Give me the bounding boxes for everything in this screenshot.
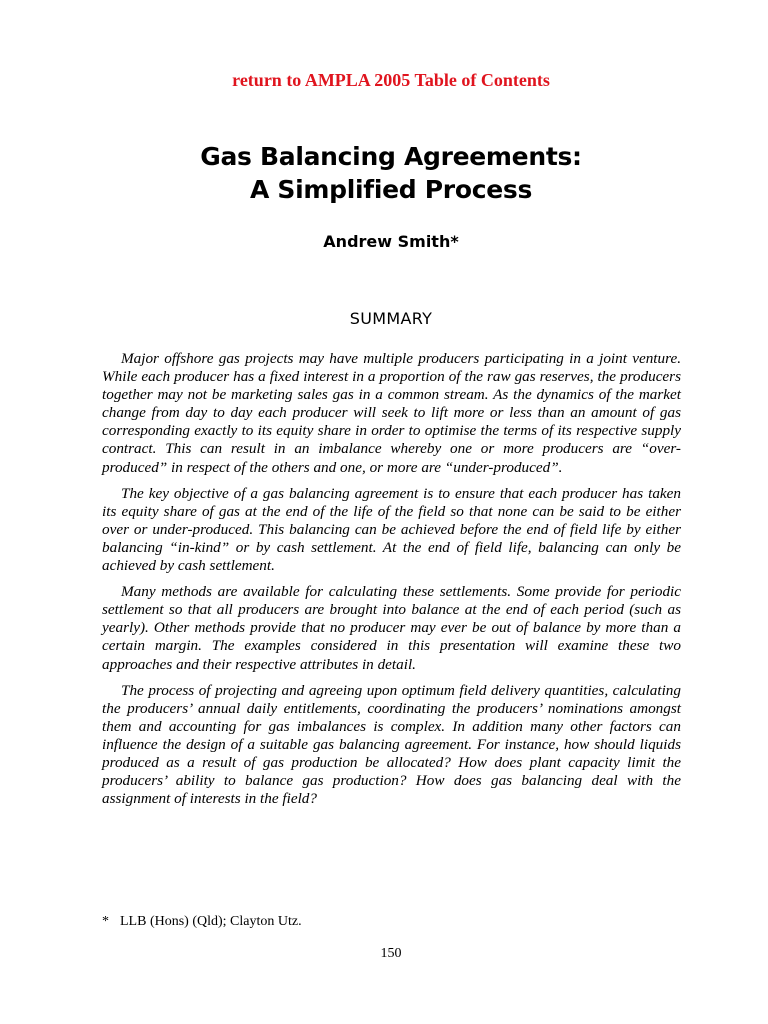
title-line-2: A Simplified Process [249,175,533,204]
paragraph: The process of projecting and agreeing upon optimum field delivery quantities, calculating the producers’ annual daily entitlements, coordinating the producers’ nominations amongst them and accounting for gas imbalances is complex. In addition many other factors can influence the design of a suitable gas balancing agreement. For instance, how should liquids produced as a result of gas production be allocated? How does plant capacity limit the producers’ ability to balance gas production? How does gas balancing deal with the assignment of interests in the field? [102,681,681,808]
footnote [102,914,681,930]
footnote-text: LLB (Hons) (Qld); Clayton Utz. [120,914,302,929]
author-name: Andrew Smith* [323,232,459,251]
paragraph: The key objective of a gas balancing agreement is to ensure that each producer has taken its equity share of gas at the end of the life of the field so that none can be said to be either over or under-produced. This balancing can be achieved before the end of field life by either balancing “in-kind” or by cash settlement. At the end of field life, balancing can only be achieved by cash settlement. [102,484,681,575]
toc-link[interactable]: return to AMPLA 2005 Table of Contents [232,70,550,90]
paragraph: Many methods are available for calculating these settlements. Some provide for periodic settlement so that all producers are brought into balance at the end of each period (such as yearly). Other methods provide that no producer may ever be out of balance by more than a certain margin. The examples considered in this presentation will examine these two approaches and their respective attributes in detail. [102,583,681,673]
paragraph: Major offshore gas projects may have multiple producers participating in a joint venture. While each producer has a fixed interest in a proportion of the raw gas reserves, the producers together may not be marketing sales gas in a common stream. As the dynamics of the market change from day to day each producer will seek to lift more or less than an amount of gas corresponding exactly to its equity share in order to optimise the terms of its respective supply contract. This can result in an imbalance whereby one or more producers are “over-produced” in respect of the others and one, or more are “under-produced”. [102,350,681,476]
summary-heading: SUMMARY [349,309,433,328]
title-line-1: Gas Balancing Agreements: [200,142,582,171]
summary-body [102,350,681,816]
footnote-mark: * [102,914,109,929]
page-number: 150 [380,946,402,961]
paper-title [0,140,768,206]
